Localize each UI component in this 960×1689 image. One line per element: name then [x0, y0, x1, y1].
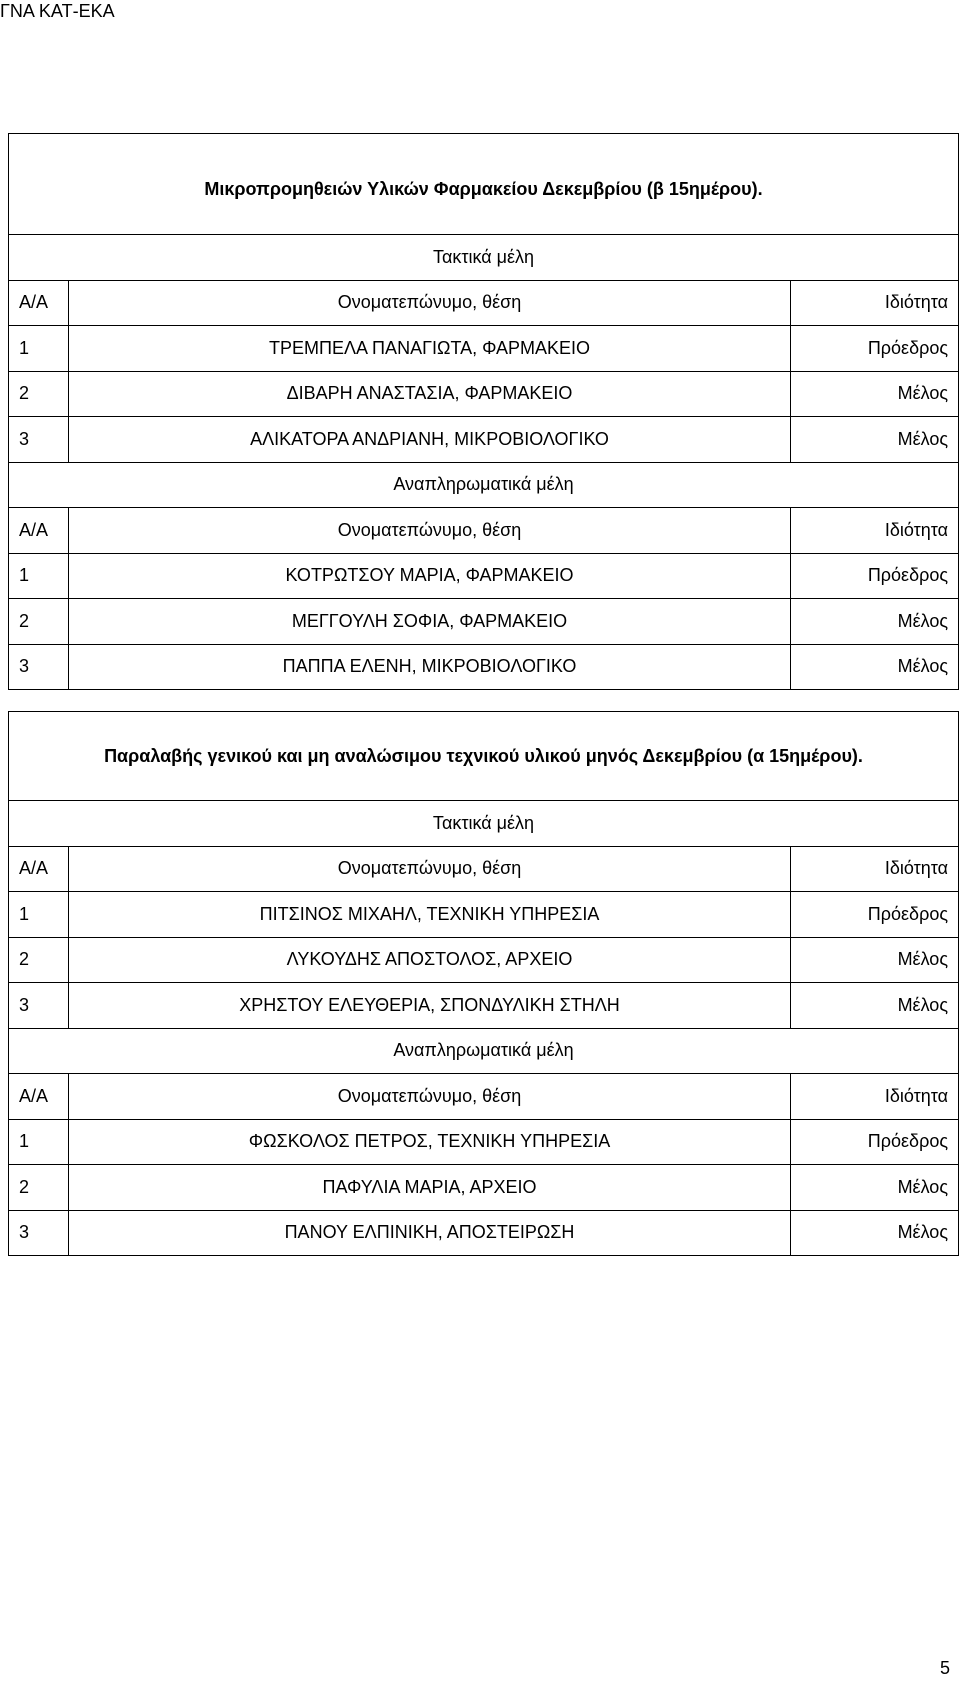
- member-role: Πρόεδρος: [791, 553, 959, 599]
- section-title-row: [9, 134, 959, 235]
- member-name: ΠΑΠΠΑ ΕΛΕΝΗ, ΜΙΚΡΟΒΙΟΛΟΓΙΚΟ: [69, 644, 791, 690]
- group-label: Αναπληρωματικά μέλη: [9, 462, 959, 508]
- member-name: ΤΡΕΜΠΕΛΑ ΠΑΝΑΓΙΩΤΑ, ΦΑΡΜΑΚΕΙΟ: [69, 326, 791, 372]
- column-header-name: Ονοματεπώνυμο, θέση: [69, 280, 791, 326]
- group-label: Αναπληρωματικά μέλη: [9, 1028, 959, 1074]
- column-header-role: Ιδιότητα: [791, 508, 959, 554]
- table-row: [9, 1210, 959, 1256]
- member-role: Μέλος: [791, 983, 959, 1029]
- member-role: Μέλος: [791, 1210, 959, 1256]
- member-role: Πρόεδρος: [791, 892, 959, 938]
- column-header-name: Ονοματεπώνυμο, θέση: [69, 846, 791, 892]
- group-label-row: [9, 235, 959, 281]
- member-name: ΠΙΤΣΙΝΟΣ ΜΙΧΑΗΛ, ΤΕΧΝΙΚΗ ΥΠΗΡΕΣΙΑ: [69, 892, 791, 938]
- column-header-role: Ιδιότητα: [791, 846, 959, 892]
- member-role: Πρόεδρος: [791, 326, 959, 372]
- member-aa: 3: [9, 417, 69, 463]
- column-header-name: Ονοματεπώνυμο, θέση: [69, 1074, 791, 1120]
- column-header-aa: Α/Α: [9, 846, 69, 892]
- member-role: Πρόεδρος: [791, 1119, 959, 1165]
- page-header: ΓΝΑ ΚΑΤ-ΕΚΑ: [0, 1, 115, 21]
- member-role: Μέλος: [791, 371, 959, 417]
- column-header-row: [9, 280, 959, 326]
- member-aa: 3: [9, 983, 69, 1029]
- group-label: Τακτικά μέλη: [9, 801, 959, 847]
- table-row: [9, 644, 959, 690]
- member-name: ΛΥΚΟΥΔΗΣ ΑΠΟΣΤΟΛΟΣ, ΑΡΧΕΙΟ: [69, 937, 791, 983]
- section-title: Παραλαβής γενικού και μη αναλώσιμου τεχνικού υλικού μηνός Δεκεμβρίου (α 15ημέρου).: [9, 712, 959, 801]
- column-header-aa: Α/Α: [9, 508, 69, 554]
- group-label-row: [9, 1028, 959, 1074]
- member-aa: 2: [9, 599, 69, 645]
- column-header-role: Ιδιότητα: [791, 1074, 959, 1120]
- member-aa: 3: [9, 1210, 69, 1256]
- member-aa: 1: [9, 326, 69, 372]
- table-row: [9, 599, 959, 645]
- table-row: [9, 983, 959, 1029]
- table-row: [9, 1165, 959, 1211]
- member-aa: 1: [9, 1119, 69, 1165]
- member-name: ΜΕΓΓΟΥΛΗ ΣΟΦΙΑ, ΦΑΡΜΑΚΕΙΟ: [69, 599, 791, 645]
- table-row: [9, 326, 959, 372]
- member-name: ΠΑΦΥΛΙΑ ΜΑΡΙΑ, ΑΡΧΕΙΟ: [69, 1165, 791, 1211]
- member-aa: 2: [9, 937, 69, 983]
- column-header-aa: Α/Α: [9, 1074, 69, 1120]
- committee-section: [8, 133, 958, 690]
- table-row: [9, 892, 959, 938]
- member-name: ΚΟΤΡΩΤΣΟΥ ΜΑΡΙΑ, ΦΑΡΜΑΚΕΙΟ: [69, 553, 791, 599]
- column-header-role: Ιδιότητα: [791, 280, 959, 326]
- column-header-row: [9, 846, 959, 892]
- column-header-row: [9, 508, 959, 554]
- section-title: Μικροπρομηθειών Υλικών Φαρμακείου Δεκεμβρίου (β 15ημέρου).: [9, 134, 959, 235]
- page-number: 5: [939, 1658, 950, 1678]
- member-aa: 1: [9, 892, 69, 938]
- table-row: [9, 371, 959, 417]
- member-aa: 1: [9, 553, 69, 599]
- group-label-row: [9, 462, 959, 508]
- column-header-row: [9, 1074, 959, 1120]
- table-row: [9, 417, 959, 463]
- table-row: [9, 937, 959, 983]
- column-header-aa: Α/Α: [9, 280, 69, 326]
- table-row: [9, 553, 959, 599]
- committee-table: [8, 133, 959, 690]
- member-role: Μέλος: [791, 599, 959, 645]
- group-label-row: [9, 801, 959, 847]
- member-aa: 2: [9, 371, 69, 417]
- table-row: [9, 1119, 959, 1165]
- member-name: ΠΑΝΟΥ ΕΛΠΙΝΙΚΗ, ΑΠΟΣΤΕΙΡΩΣΗ: [69, 1210, 791, 1256]
- committee-section: [8, 711, 958, 1256]
- member-name: ΧΡΗΣΤΟΥ ΕΛΕΥΘΕΡΙΑ, ΣΠΟΝΔΥΛΙΚΗ ΣΤΗΛΗ: [69, 983, 791, 1029]
- member-aa: 3: [9, 644, 69, 690]
- section-title-row: [9, 712, 959, 801]
- member-role: Μέλος: [791, 1165, 959, 1211]
- member-name: ΔΙΒΑΡΗ ΑΝΑΣΤΑΣΙΑ, ΦΑΡΜΑΚΕΙΟ: [69, 371, 791, 417]
- committee-table: [8, 711, 959, 1256]
- member-name: ΑΛΙΚΑΤΟΡΑ ΑΝΔΡΙΑΝΗ, ΜΙΚΡΟΒΙΟΛΟΓΙΚΟ: [69, 417, 791, 463]
- member-aa: 2: [9, 1165, 69, 1211]
- column-header-name: Ονοματεπώνυμο, θέση: [69, 508, 791, 554]
- member-role: Μέλος: [791, 937, 959, 983]
- member-role: Μέλος: [791, 644, 959, 690]
- group-label: Τακτικά μέλη: [9, 235, 959, 281]
- member-role: Μέλος: [791, 417, 959, 463]
- member-name: ΦΩΣΚΟΛΟΣ ΠΕΤΡΟΣ, ΤΕΧΝΙΚΗ ΥΠΗΡΕΣΙΑ: [69, 1119, 791, 1165]
